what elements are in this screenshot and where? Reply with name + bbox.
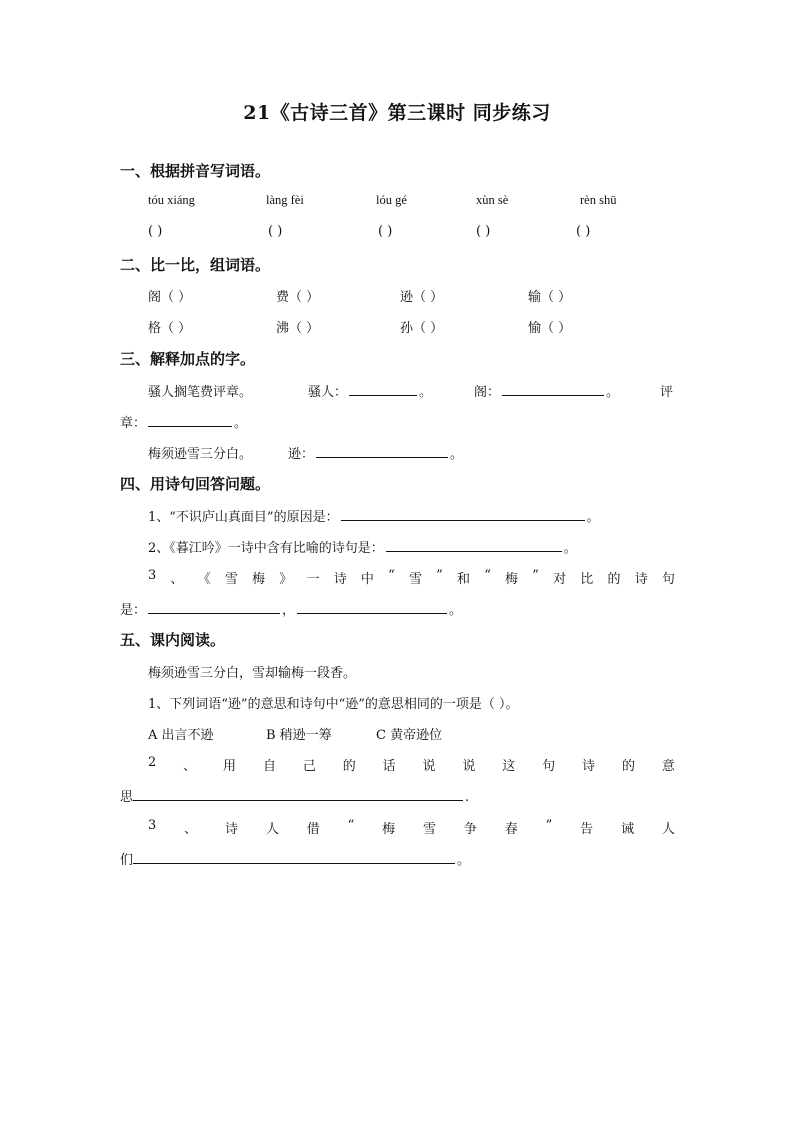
- question-4-1: [148, 506, 600, 525]
- question-text: 是：: [120, 603, 147, 618]
- option-a[interactable]: A 出言不逊: [148, 728, 214, 743]
- pinyin-3: lóu gé: [376, 193, 407, 207]
- section-5-heading: 五、课内阅读。: [120, 631, 226, 649]
- spaced-char: 这: [502, 759, 516, 774]
- poem-line: 骚人搁笔费评章。: [148, 385, 253, 400]
- answer-bracket-5[interactable]: ( ): [576, 224, 591, 239]
- spaced-char: 、: [170, 572, 184, 587]
- term-ge: 阁：: [474, 385, 501, 400]
- compare-item[interactable]: 阁（ ）: [148, 290, 192, 305]
- answer-line[interactable]: [502, 383, 604, 396]
- answer-line[interactable]: [297, 601, 447, 614]
- term-ping: 评: [660, 385, 674, 400]
- term-label: [120, 412, 247, 431]
- section-3-heading: 三、解释加点的字。: [120, 350, 256, 368]
- spaced-char: 诗: [582, 759, 596, 774]
- question-4-3-answer: [120, 599, 462, 618]
- question-5-1: 1、下列词语“逊”的意思和诗句中“逊”的意思相同的一项是（ ）。: [148, 697, 519, 712]
- spaced-char: 中: [360, 572, 374, 587]
- spaced-char: 人: [265, 822, 279, 837]
- option-b[interactable]: B 稍逊一筹: [266, 728, 332, 743]
- question-5-3-answer: [120, 849, 470, 868]
- spaced-char: 人: [661, 822, 675, 837]
- spaced-char: 借: [306, 822, 320, 837]
- pinyin-1: tóu xiáng: [148, 193, 195, 207]
- spaced-char: 雪: [224, 572, 238, 587]
- period: 。: [586, 510, 600, 525]
- question-5-3: [148, 818, 675, 837]
- page-title: 21《古诗三首》第三课时 同步练习: [243, 102, 551, 124]
- dot: .: [465, 790, 470, 805]
- period: 。: [419, 385, 433, 400]
- spaced-char: 雪: [408, 572, 422, 587]
- answer-bracket-1[interactable]: ( ): [148, 224, 163, 239]
- answer-line[interactable]: [148, 414, 232, 427]
- answer-line[interactable]: [133, 788, 463, 801]
- compare-item[interactable]: 逊（ ）: [400, 290, 444, 305]
- answer-line[interactable]: [148, 601, 280, 614]
- answer-line[interactable]: [316, 445, 448, 458]
- spaced-char: 自: [262, 759, 276, 774]
- spaced-char: 的: [342, 759, 356, 774]
- compare-item[interactable]: 沸（ ）: [276, 321, 320, 336]
- answer-line[interactable]: [133, 851, 455, 864]
- question-4-2: [148, 537, 577, 556]
- spaced-char: 诫: [621, 822, 635, 837]
- pinyin-4: xùn sè: [476, 193, 509, 207]
- spaced-char: “: [484, 568, 491, 583]
- pinyin-5: rèn shū: [580, 193, 617, 207]
- spaced-char: 诗: [634, 572, 648, 587]
- spaced-char: 一: [306, 572, 320, 587]
- answer-line[interactable]: [341, 508, 585, 521]
- spaced-char: 句: [661, 572, 675, 587]
- section-2-heading: 二、比一比，组词语。: [120, 256, 271, 274]
- term-zhang: 章：: [120, 416, 147, 431]
- term-xun: 逊：: [288, 447, 315, 462]
- spaced-char: 梅: [252, 572, 266, 587]
- section-1-heading: 一、根据拼音写词语。: [120, 162, 271, 180]
- question-text: 2、《暮江吟》一诗中含有比喻的诗句是：: [148, 541, 384, 556]
- spaced-char: 说: [422, 759, 436, 774]
- spaced-char: 梅: [382, 822, 396, 837]
- spaced-char: 《: [197, 572, 211, 587]
- spaced-char: 争: [463, 822, 477, 837]
- spaced-char: 》: [279, 572, 293, 587]
- spaced-char: 3: [148, 818, 157, 833]
- spaced-char: 意: [661, 759, 675, 774]
- period: 。: [449, 603, 463, 618]
- spaced-char: 春: [504, 822, 518, 837]
- term-label: [288, 443, 463, 462]
- question-4-3: [148, 568, 675, 587]
- spaced-char: 雪: [423, 822, 437, 837]
- spaced-char: 2: [148, 755, 157, 770]
- spaced-char: 句: [542, 759, 556, 774]
- option-c[interactable]: C 黄帝逊位: [376, 728, 443, 743]
- period: 。: [563, 541, 577, 556]
- spaced-char: 说: [462, 759, 476, 774]
- spaced-char: 话: [382, 759, 396, 774]
- section-4-heading: 四、用诗句回答问题。: [120, 475, 271, 493]
- answer-line[interactable]: [349, 383, 417, 396]
- spaced-char: 的: [621, 759, 635, 774]
- question-text: 们: [120, 853, 134, 868]
- spaced-char: ”: [436, 568, 443, 583]
- poem-line: 梅须逊雪三分白，雪却输梅一段香。: [148, 666, 357, 681]
- question-5-2: [148, 755, 675, 774]
- question-5-2-answer: [120, 786, 469, 805]
- compare-item[interactable]: 费（ ）: [276, 290, 320, 305]
- spaced-char: 比: [580, 572, 594, 587]
- answer-bracket-2[interactable]: ( ): [268, 224, 283, 239]
- spaced-char: 己: [302, 759, 316, 774]
- spaced-char: “: [388, 568, 395, 583]
- spaced-char: 诗: [333, 572, 347, 587]
- answer-bracket-4[interactable]: ( ): [476, 224, 491, 239]
- term-label: [474, 381, 619, 400]
- question-text: 1、“不识庐山真面目”的原因是：: [148, 510, 339, 525]
- spaced-char: ”: [545, 818, 553, 833]
- spaced-char: “: [347, 818, 355, 833]
- period: 。: [234, 416, 248, 431]
- compare-item[interactable]: 孙（ ）: [400, 321, 444, 336]
- answer-bracket-3[interactable]: ( ): [378, 224, 393, 239]
- compare-item[interactable]: 格（ ）: [148, 321, 192, 336]
- spaced-char: 用: [223, 759, 237, 774]
- period: 。: [606, 385, 620, 400]
- answer-line[interactable]: [386, 539, 562, 552]
- spaced-char: 的: [607, 572, 621, 587]
- comma: ，: [282, 603, 296, 618]
- spaced-char: 对: [553, 572, 567, 587]
- pinyin-2: làng fèi: [266, 193, 304, 207]
- spaced-char: 、: [184, 822, 198, 837]
- compare-item[interactable]: 输（ ）: [528, 290, 572, 305]
- spaced-char: 梅: [505, 572, 519, 587]
- spaced-char: 告: [580, 822, 594, 837]
- spaced-char: 诗: [225, 822, 239, 837]
- term-saoren: 骚人：: [308, 385, 348, 400]
- term-label: [308, 381, 432, 400]
- period: 。: [450, 447, 464, 462]
- spaced-char: 和: [456, 572, 470, 587]
- spaced-char: ”: [532, 568, 539, 583]
- poem-line: 梅须逊雪三分白。: [148, 447, 253, 462]
- period: 。: [457, 853, 471, 868]
- compare-item[interactable]: 愉（ ）: [528, 321, 572, 336]
- spaced-char: 3: [148, 568, 157, 583]
- question-text: 思: [120, 790, 134, 805]
- spaced-char: 、: [183, 759, 197, 774]
